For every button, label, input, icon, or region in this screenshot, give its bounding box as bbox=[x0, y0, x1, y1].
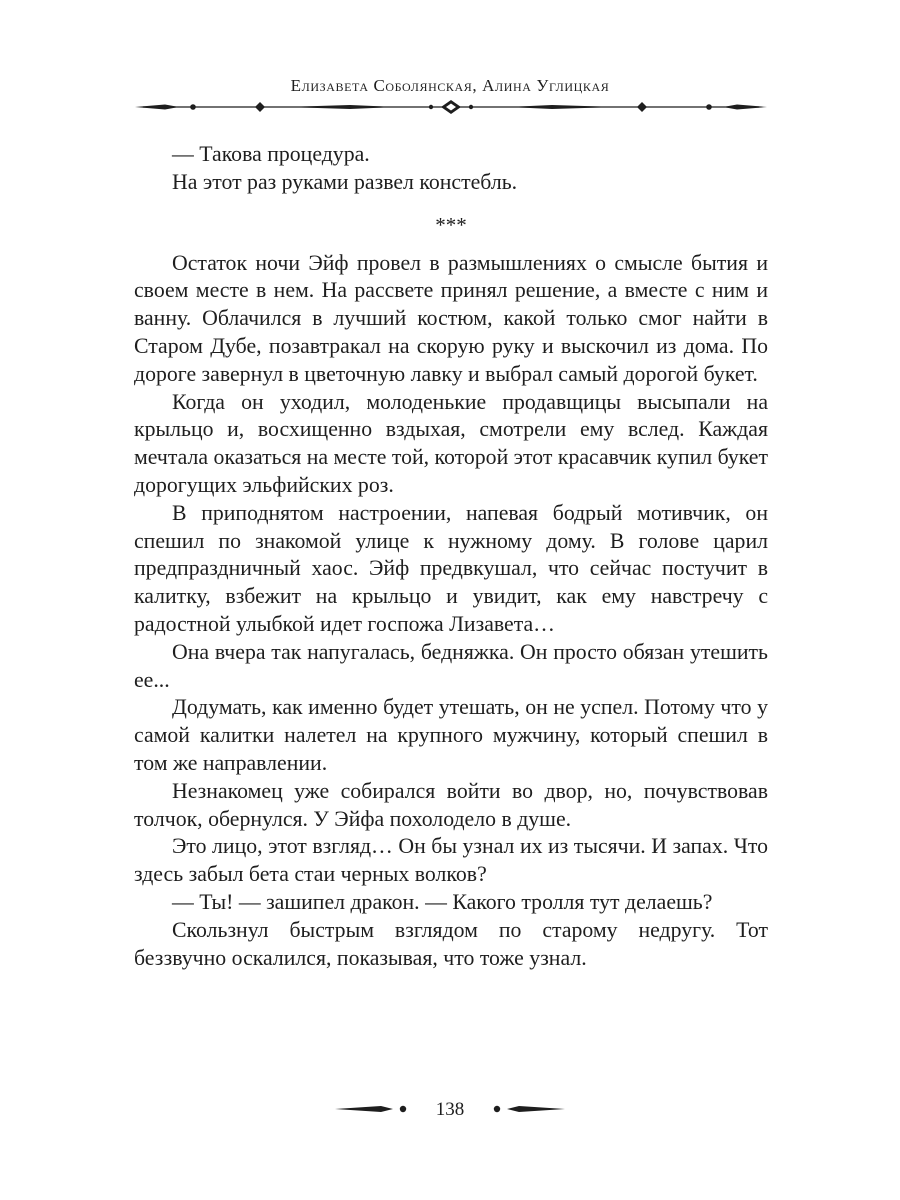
section-separator: *** bbox=[435, 212, 467, 237]
paragraph: Додумать, как именно будет утешать, он не успел. Потому что у самой калитки налетел на крупного мужчину, который спешил в том же направлении. bbox=[134, 695, 768, 775]
arrow-ornament-right-icon bbox=[489, 1102, 565, 1116]
paragraph: Остаток ночи Эйф провел в размышлениях о смысле бытия и своем месте в нем. На рассвете принял решение, а вместе с ним и ванну. Облачился в лучший костюм, какой только смог найти в Старом Дубе, позавтракал на скорую руку и выскочил из дома. По дороге завернул в цветочную лавку и выбрал самый дорогой букет. bbox=[134, 250, 768, 386]
page-number: 138 bbox=[435, 1099, 465, 1120]
paragraph: — Ты! — зашипел дракон. — Какого тролля тут делаешь? bbox=[172, 889, 713, 914]
running-head-title: Елизавета Соболянская, Алина Углицкая bbox=[290, 76, 610, 95]
paragraph: Когда он уходил, молоденькие продавщицы высыпали на крыльцо и, восхищенно вздыхая, смотрели ему вслед. Каждая мечтала оказаться на месте той, которой этот красавчик купил букет дорогущих эльфийских роз. bbox=[134, 389, 769, 497]
paragraph: В приподнятом настроении, напевая бодрый мотивчик, он спешил по знакомой улице к нужному дому. В голове царил предпраздничный хаос. Эйф предвкушал, что сейчас постучит в калитку, взбежит на крыльцо и увидит, как ему навстречу с радостной улыбкой идет госпожа Лизавета… bbox=[134, 500, 768, 636]
paragraph: Это лицо, этот взгляд… Он бы узнал их из тысячи. И запах. Что здесь забыл бета стаи черных волков? bbox=[134, 834, 768, 887]
main-text bbox=[134, 141, 768, 972]
paragraph: Она вчера так напугалась, бедняжка. Он просто обязан утешить ее... bbox=[134, 639, 768, 692]
paragraph: Незнакомец уже собирался войти во двор, но, почувствовав толчок, обернулся. У Эйфа похолодело в душе. bbox=[134, 778, 768, 831]
paragraph: — Такова процедура. bbox=[172, 142, 370, 166]
paragraph: На этот раз руками развел констебль. bbox=[172, 169, 518, 194]
ornamental-rule-icon bbox=[135, 95, 767, 119]
paragraph: Скользнул быстрым взглядом по старому недругу. Тот беззвучно оскалился, показывая, что тоже узнал. bbox=[134, 917, 768, 970]
page-footer bbox=[335, 1096, 565, 1126]
